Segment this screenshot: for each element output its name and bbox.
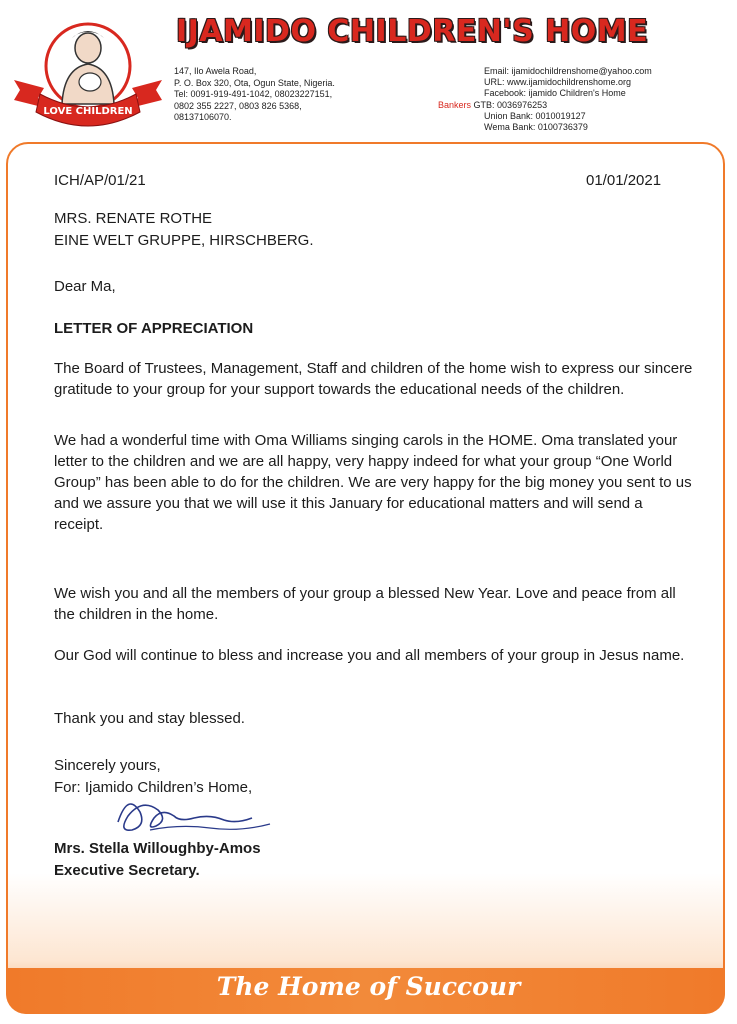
signer-title: Executive Secretary. (54, 862, 200, 879)
letter-date: 01/01/2021 (586, 172, 662, 189)
signer-block (54, 838, 261, 882)
recipient-name: MRS. RENATE ROTHE (54, 210, 213, 227)
recipient-org: EINE WELT GRUPPE, HIRSCHBERG. (54, 232, 314, 249)
bank-line: Union Bank: 0010019127 (484, 111, 586, 121)
address-block (174, 66, 335, 124)
org-name: IJAMIDO CHILDREN'S HOME (176, 14, 649, 49)
email-line: Email: ijamidochildrenshome@yahoo.com (484, 66, 652, 76)
url-line: URL: www.ijamidochildrenshome.org (484, 77, 632, 87)
address-line: 08137106070. (174, 112, 232, 122)
greeting: Dear Ma, (54, 278, 116, 295)
logo-ribbon-text: LOVE CHILDREN (43, 106, 133, 117)
bank-line: GTB: 0036976253 (473, 100, 548, 110)
bank-line: Wema Bank: 0100736379 (484, 122, 588, 132)
contact-block (438, 66, 652, 133)
bankers-label: Bankers (438, 100, 472, 110)
thanks-line: Thank you and stay blessed. (54, 710, 245, 727)
body-paragraph: The Board of Trustees, Management, Staff and children of the home wish to express our sincere gratitude to your group for your support towards the educational needs of the children. (54, 360, 693, 398)
letter-frame (6, 142, 725, 1014)
address-line: P. O. Box 320, Ota, Ogun State, Nigeria. (174, 77, 335, 88)
reference-number: ICH/AP/01/21 (54, 172, 146, 189)
body-paragraph: Our God will continue to bless and increase you and all members of your group in Jesus name. (54, 647, 685, 664)
signer-name: Mrs. Stella Willoughby-Amos (54, 840, 261, 857)
letter-subject: LETTER OF APPRECIATION (54, 320, 254, 337)
home-logo (10, 14, 170, 134)
address-line: 147, Ilo Awela Road, (174, 66, 257, 76)
address-line: Tel: 0091-919-491-1042, 08023227151, (174, 89, 333, 99)
recipient-block (54, 208, 314, 252)
body-paragraph: We had a wonderful time with Oma Williams singing carols in the HOME. Oma translated your letter to the children and we are all happy, very happy indeed for what your group “One World Group” has been able to do for the children. We are very happy for the big money you sent to us and we assure you that we will use it this January for educational matters and will send a receipt. (54, 432, 692, 533)
facebook-line: Facebook: ijamido Children's Home (484, 88, 626, 98)
handwritten-signature (110, 786, 290, 846)
closing-line: For: Ijamido Children’s Home, (54, 779, 253, 796)
address-line: 0802 355 2227, 0803 826 5368, (174, 100, 302, 111)
bank-row (438, 100, 652, 111)
body-paragraph: We wish you and all the members of your group a blessed New Year. Love and peace from all the children in the home. (54, 585, 676, 623)
closing-line: Sincerely yours, (54, 757, 161, 774)
footer-motto: The Home of Succour (216, 972, 521, 1001)
